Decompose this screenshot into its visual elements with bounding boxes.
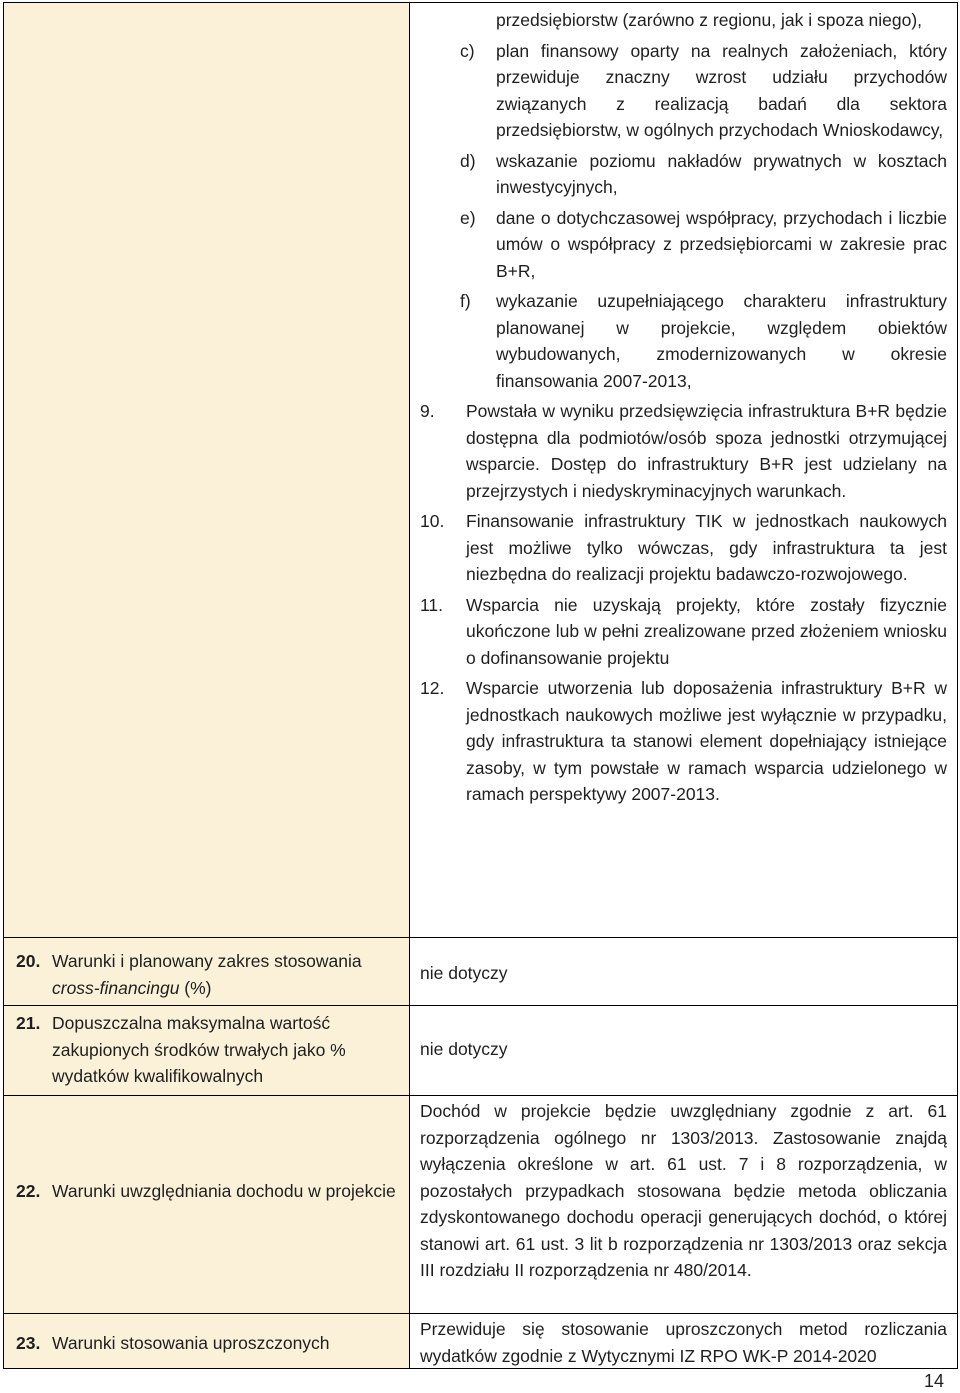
row-value: Przewiduje się stosowanie uproszczonych metod rozliczania wydatków zgodnie z Wytycznymi IZ RPO WK-P 2014-2020 [420, 1319, 947, 1366]
item-text: wykazanie uzupełniającego charakteru infrastruktury planowanej w projekcie, względem obiektów wybudowanych, zmodernizowanych w okresie finansowania 2007-2013, [496, 291, 947, 391]
row-value-cell [410, 1006, 957, 1095]
item-number: 9. [420, 401, 435, 421]
item-marker: e) [460, 207, 476, 228]
item-number: 11. [420, 594, 444, 615]
row-label-cell [4, 1006, 410, 1095]
row-label-cell [4, 1096, 410, 1313]
item-number: 10. [420, 511, 445, 531]
row-number: 21. [16, 1013, 41, 1033]
list-item [420, 675, 947, 808]
item-text: plan finansowy oparty na realnych założeniach, który przewiduje znaczny wzrost udziału przychodów związanych z realizacją badań dla sektora przedsiębiorstw, w ogólnych przychodach Wnioskodawcy, [496, 40, 947, 140]
item-marker: f) [460, 291, 471, 311]
row-value-cell [410, 1096, 957, 1313]
item-text: przedsiębiorstw (zarówno z regionu, jak i spoza niego), [496, 10, 923, 30]
item-marker [460, 7, 496, 34]
list-item [460, 7, 947, 34]
item-marker: c) [460, 40, 475, 61]
row-value: Dochód w projekcie będzie uwzględniany zgodnie z art. 61 rozporządzenia ogólnego nr 1303/2013. Zastosowanie znajdą wyłączenia określone w art. 61 ust. 7 i 8 rozporządzenia, w pozostałych przypadkach stosowana będzie metoda obliczania zdyskontowanego dochodu operacji generujących dochód, o której stanowi art. 61 ust. 3 lit b rozporządzenia nr 1303/2013 oraz sekcja III rozdziału II rozporządzenia nr 480/2014. [420, 1101, 947, 1280]
item-marker: d) [460, 150, 476, 171]
table-row-20 [3, 937, 958, 1005]
list-item [460, 38, 947, 144]
list-item [460, 288, 947, 394]
item-text: Wsparcie utworzenia lub doposażenia infrastruktury B+R w jednostkach naukowych możliwe jest wyłącznie w przypadku, gdy infrastruktura ta stanowi element dopełniający istniejące zasoby, w tym powstałe w ramach wsparcia udzielonego w ramach perspektywy 2007-2013. [466, 678, 947, 804]
item-text: wskazanie poziomu nakładów prywatnych w kosztach inwestycyjnych, [496, 150, 947, 197]
item-text: Wsparcia nie uzyskają projekty, które zostały fizycznie ukończone lub w pełni zrealizowane przed złożeniem wniosku o dofinansowanie projektu [466, 594, 947, 668]
row-label: Dopuszczalna maksymalna wartość zakupionych środków trwałych jako % wydatków kwalifikowalnych [52, 1013, 346, 1086]
row-number: 20. [16, 951, 41, 971]
row-label: Warunki uwzględniania dochodu w projekcie [52, 1181, 396, 1201]
row-value: nie dotyczy [420, 1039, 508, 1059]
row-value-cell [410, 1314, 957, 1368]
item-text: Finansowanie infrastruktury TIK w jednostkach naukowych jest możliwe tylko wówczas, gdy infrastruktura ta jest niezbędna do realizacji projektu badawczo-rozwojowego. [466, 511, 947, 584]
item-number: 12. [420, 678, 445, 698]
table-row-21 [3, 1005, 958, 1095]
list-item [420, 398, 947, 504]
list-item [420, 592, 947, 672]
table-row-22 [3, 1095, 958, 1313]
item-text: Powstała w wyniku przedsięwzięcia infrastruktura B+R będzie dostępna dla podmiotów/osób spoza jednostki otrzymującej wsparcie. Dostęp do infrastruktury B+R jest udzielany na przejrzystych i niedyskryminacyjnych warunkach. [466, 401, 947, 501]
list-item [460, 148, 947, 201]
row-label: Warunki stosowania uproszczonych [52, 1333, 330, 1353]
table-row-criteria [3, 2, 958, 937]
row-label-cell [4, 1314, 410, 1368]
row-label-cell [4, 938, 410, 1005]
item-text: dane o dotychczasowej współpracy, przychodach i liczbie umów o współpracy z przedsiębiorcami w zakresie prac B+R, [496, 207, 947, 281]
row-number: 23. [16, 1333, 41, 1353]
row-value-cell [410, 938, 957, 1005]
page-number: 14 [923, 1371, 944, 1391]
list-item [460, 205, 947, 285]
table-row-23 [3, 1313, 958, 1369]
row-label: Warunki i planowany zakres stosowania cross-financingu (%) [52, 951, 362, 998]
row-label-italic: cross-financingu [52, 977, 180, 998]
row-content-cell [410, 3, 957, 937]
list-item [420, 508, 947, 588]
row-number: 22. [16, 1181, 41, 1201]
row-label-cell [4, 3, 410, 937]
row-value: nie dotyczy [420, 963, 508, 983]
